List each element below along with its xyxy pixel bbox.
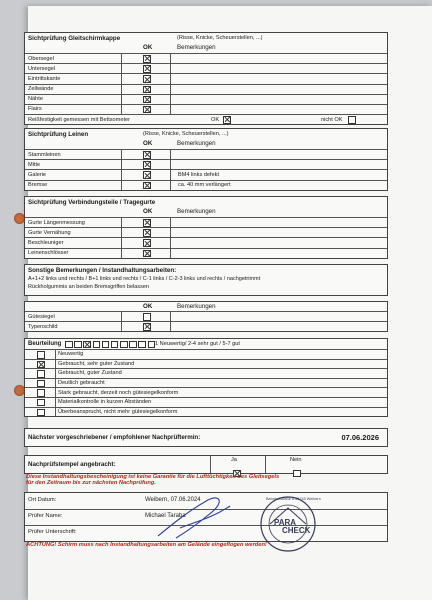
connectors-inspection-section xyxy=(24,196,388,259)
next-check-label: Nächster vorgeschriebener / empfohlener Nachprüftermin: xyxy=(28,434,201,441)
rating-label: Überbeansprucht, nicht mehr gütesiegelkonform xyxy=(58,408,178,415)
signature-label: Prüfer Unterschrift: xyxy=(28,529,77,535)
table-row xyxy=(25,180,387,190)
checkbox[interactable] xyxy=(143,219,151,227)
section-note: (Risse, Knicke, Scheuerstellen, ...) xyxy=(143,131,229,137)
stamp-label: Nachprüfstempel angebracht: xyxy=(28,461,116,468)
next-check-section xyxy=(24,428,388,447)
scale-box[interactable] xyxy=(83,341,91,349)
checkbox[interactable] xyxy=(143,96,151,104)
stamp-section xyxy=(24,455,388,474)
table-row xyxy=(25,63,387,73)
table-row xyxy=(25,94,387,104)
table-row xyxy=(25,84,387,94)
rating-label: Gebraucht, guter Zustand xyxy=(58,370,122,377)
disclaimer-line: Diese Instandhaltungsbescheinigung ist keine Garantie für die Lufttüchtigkeit des Gleitsegels xyxy=(26,474,280,480)
rating-label: Materialkontrolle in kurzen Abständen xyxy=(58,399,152,406)
scale-legend: 1 Neuwertig/ 2-4 sehr gut / 5-7 gut xyxy=(155,341,240,347)
row-remark: BM4 links defekt xyxy=(178,171,220,178)
section-title: Sichtprüfung Leinen xyxy=(28,131,89,138)
remarks-header: Bemerkungen xyxy=(177,303,216,310)
checkbox[interactable] xyxy=(143,55,151,63)
table-row xyxy=(25,104,387,114)
remarks-line: Rückholgummis an beiden Bremsgriffen belassen xyxy=(28,284,149,290)
remarks-header: Bemerkungen xyxy=(177,208,216,215)
checkbox[interactable] xyxy=(37,370,45,378)
checkbox[interactable] xyxy=(37,380,45,388)
row-label: Beschleuniger xyxy=(28,239,64,246)
table-row xyxy=(25,248,387,258)
row-remark: ca. 40 mm verlängert xyxy=(178,182,231,189)
checkbox[interactable] xyxy=(143,229,151,237)
scale-box[interactable] xyxy=(138,341,146,349)
table-row xyxy=(25,73,387,83)
table-row xyxy=(25,53,387,63)
ok-header: OK xyxy=(143,303,153,310)
disclaimer xyxy=(26,474,388,486)
row-label: Gütesiegel xyxy=(28,313,55,320)
section-title: Beurteilung xyxy=(28,341,62,347)
warning-text: ACHTUNG! Schirm muss nach Instandhaltungsarbeiten am Gelände eingeflogen werden! xyxy=(26,542,267,548)
row-label: Mitte xyxy=(28,161,41,168)
checkbox[interactable] xyxy=(143,323,151,331)
checkbox[interactable] xyxy=(143,106,151,114)
section-title: Sichtprüfung Verbindungsteile / Tragegurte xyxy=(28,199,156,206)
stamp-ring-text: Bahnhofstraße 6 56745 Weibern xyxy=(266,497,321,501)
checkbox[interactable] xyxy=(143,182,151,190)
rating-option xyxy=(25,378,387,388)
tear-strength-label: Reißfestigkeit gemessen mit Bettsometer xyxy=(28,116,130,123)
checkbox[interactable] xyxy=(143,75,151,83)
section-title: Sichtprüfung Gleitschirmkappe xyxy=(28,35,121,42)
checkbox[interactable] xyxy=(37,409,45,417)
table-row xyxy=(25,311,387,321)
remarks-header: Bemerkungen xyxy=(177,140,216,147)
row-label: Obersegel xyxy=(28,55,54,62)
tear-ok-checkbox[interactable] xyxy=(223,116,231,124)
rating-option xyxy=(25,359,387,369)
tear-strength-row xyxy=(25,114,387,124)
row-label: Nähte xyxy=(28,96,43,103)
row-label: Typenschild xyxy=(28,323,58,330)
tear-ok-label: OK xyxy=(211,116,220,123)
checkbox[interactable] xyxy=(37,389,45,397)
rating-label: Neuwertig xyxy=(58,351,84,358)
rating-label: Gebraucht, sehr guter Zustand xyxy=(58,360,135,367)
scale-box[interactable] xyxy=(102,341,110,349)
checkbox[interactable] xyxy=(143,171,151,179)
checkbox[interactable] xyxy=(143,65,151,73)
scale-box[interactable] xyxy=(93,341,101,349)
checkbox[interactable] xyxy=(143,250,151,258)
rating-label: Deutlich gebraucht xyxy=(58,380,105,387)
rating-option xyxy=(25,397,387,407)
inspector-label: Prüfer Name: xyxy=(28,513,63,519)
table-row xyxy=(25,237,387,247)
table-row xyxy=(25,159,387,169)
remarks-header: Bemerkungen xyxy=(177,44,216,51)
rating-section xyxy=(24,338,388,417)
checkbox[interactable] xyxy=(143,161,151,169)
ok-header: OK xyxy=(143,208,153,215)
glider-inspection-section xyxy=(24,32,388,125)
remarks-line: A+1+2 links und rechts / B+1 links und rechts / C-1 links / C-2-3 links und rechts / nachgetrimmt xyxy=(28,276,261,282)
rating-label: Stark gebraucht, derzeit noch gütesiegelkonform xyxy=(58,389,179,396)
row-label: Galerie xyxy=(28,171,47,178)
row-label: Bremse xyxy=(28,182,48,189)
rating-option xyxy=(25,407,387,417)
scale-box[interactable] xyxy=(74,341,82,349)
scale-box[interactable] xyxy=(129,341,137,349)
table-row xyxy=(25,227,387,237)
lines-inspection-section xyxy=(24,128,388,191)
row-label: Flairs xyxy=(28,106,42,113)
table-row xyxy=(25,169,387,179)
stamp-no-label: Nein xyxy=(290,457,302,463)
signature-scribble xyxy=(150,492,240,542)
next-check-date: 07.06.2026 xyxy=(341,433,379,442)
table-row xyxy=(25,149,387,159)
checkbox[interactable] xyxy=(37,361,45,369)
section-title: Sonstige Bemerkungen / Instandhaltungsarbeiten: xyxy=(28,267,177,274)
row-label: Stammleinen xyxy=(28,151,61,158)
row-label: Eintrittskante xyxy=(28,75,61,82)
row-label: Untersegel xyxy=(28,65,56,72)
checkbox[interactable] xyxy=(143,151,151,159)
tear-not-ok-label: nicht OK xyxy=(321,116,343,123)
tear-not-ok-checkbox[interactable] xyxy=(348,116,356,124)
inspector-value: Michael Taraba xyxy=(145,513,186,519)
rating-option xyxy=(25,349,387,359)
seal-section xyxy=(24,301,388,332)
row-label: Gurte Vernähung xyxy=(28,229,71,236)
checkbox[interactable] xyxy=(37,351,45,359)
scale-box[interactable] xyxy=(120,341,128,349)
checkbox[interactable] xyxy=(143,86,151,94)
scale-box[interactable] xyxy=(111,341,119,349)
other-remarks-section xyxy=(24,264,388,296)
row-label: Zellwände xyxy=(28,86,54,93)
checkbox[interactable] xyxy=(37,399,45,407)
rating-option xyxy=(25,387,387,397)
ok-header: OK xyxy=(143,140,153,147)
stamp-logo-top: PARA xyxy=(274,518,297,527)
stamp-logo-bottom: CHECK xyxy=(282,526,311,535)
section-note: (Risse, Knicke, Scheuerstellen, ...) xyxy=(177,35,263,41)
stamp-yes-label: Ja xyxy=(231,457,237,463)
ok-header: OK xyxy=(143,44,153,51)
checkbox[interactable] xyxy=(143,313,151,321)
row-label: Leinenschlösser xyxy=(28,250,69,257)
scale-box[interactable] xyxy=(65,341,73,349)
rating-option xyxy=(25,368,387,378)
checkbox[interactable] xyxy=(143,239,151,247)
disclaimer-line: für den Zeitraum bis zur nächsten Nachprüfung. xyxy=(26,480,156,486)
row-label: Gurte Längenmessung xyxy=(28,219,85,226)
scale-box[interactable] xyxy=(148,341,156,349)
place-date-label: Ort Datum: xyxy=(28,497,57,503)
table-row xyxy=(25,217,387,227)
table-row xyxy=(25,321,387,331)
place-date-value: Weibern, 07.06.2024 xyxy=(145,497,201,503)
